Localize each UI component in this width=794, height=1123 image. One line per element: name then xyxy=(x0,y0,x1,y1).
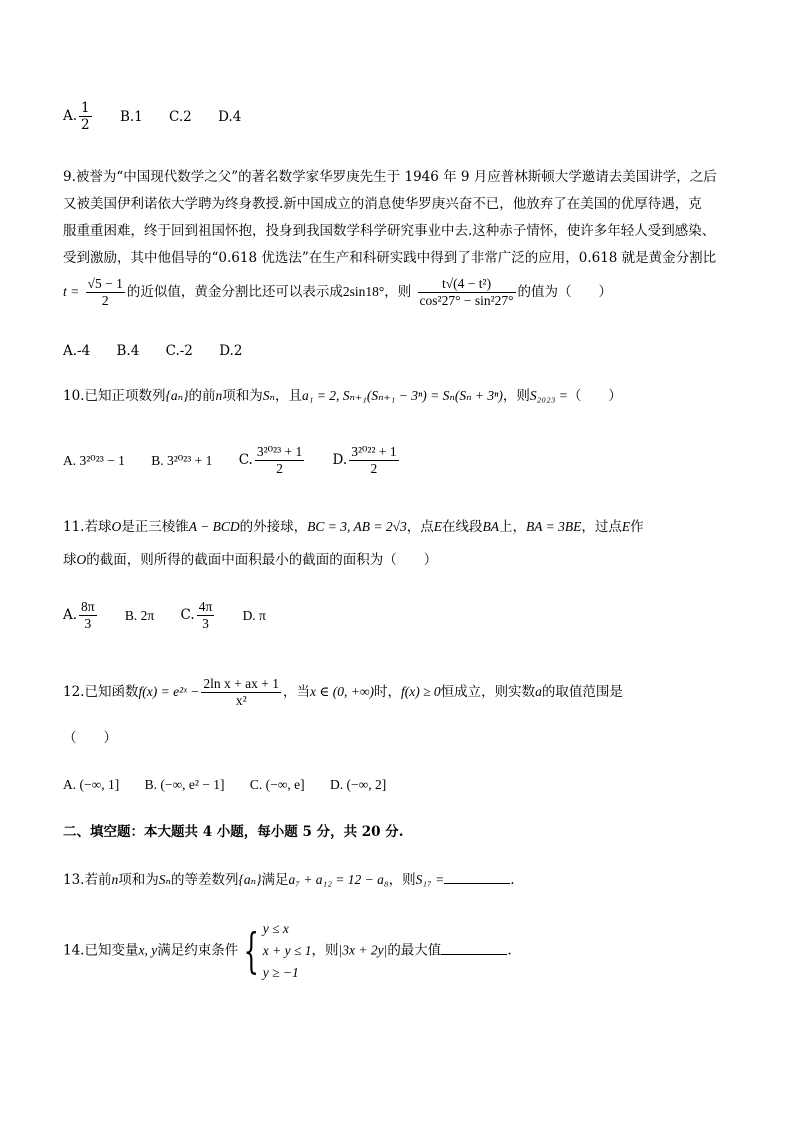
q8-option-a: A. $\frac{1}{2}$ xyxy=(63,100,90,133)
q9-formula-line: t = $\frac{√5 - 1}{2}$ 的近似值，黄金分割比还可以表示成2sin18°，则 $\frac{\text{t√(4 − t²)}}{\text{cos²27° − sin²27°}}$ 的值为（ ） xyxy=(63,276,613,308)
brace: { xyxy=(243,923,260,979)
q12-paren: （ ） xyxy=(63,730,117,746)
q10-option-d: D. $\frac{\text{3²⁰²² + 1}}{2}$ xyxy=(332,444,397,476)
q9-end-text: 的值为（ ） xyxy=(517,284,613,300)
expr-fraction: $\frac{\text{t√(4 − t²)}}{\text{cos²27° − sin²27°}}$ xyxy=(419,276,514,308)
q10-option-c: C. $\frac{\text{3²⁰²³ + 1}}{2}$ xyxy=(238,444,303,476)
t-equals: t = xyxy=(63,284,80,299)
q10-target: S₂₀₂₃ = xyxy=(529,388,568,403)
q9-option-b: B.4 xyxy=(116,342,140,359)
q10-options xyxy=(63,444,423,477)
section-heading: 二、填空题：本大题共 4 小题，每小题 5 分，共 20 分. xyxy=(63,824,404,840)
q13-condition: a₇ + a₁₂ = 12 − a₈ xyxy=(288,872,389,887)
constraint-system: y ≤ x x + y ≤ 1 y ≥ −1 xyxy=(262,921,312,980)
q9-line-1: 9.被誉为“中国现代数学之父”的著名数学家华罗庚先生于 1946 年 9 月应普林斯顿大学邀请去美国讲学，之后 xyxy=(63,169,717,185)
fraction: $\frac{\text{3²⁰²³ + 1}}{2}$ xyxy=(256,444,303,476)
q12-option-a: A. (−∞, 1] xyxy=(63,776,120,792)
sequence: {aₙ} xyxy=(165,388,189,403)
q13-question: 13.若前n项和为Sₙ的等差数列{aₙ}满足a₇ + a₁₂ = 12 − a₈，则S₁₇ = . xyxy=(63,869,515,890)
q11-question-line-2: 球O的截面，则所得的截面中面积最小的截面的面积为（ ） xyxy=(63,552,438,568)
q11-option-c: C. $\frac{4\pi}{3}$ xyxy=(180,599,213,631)
fraction: $\frac{\text{3²⁰²² + 1}}{2}$ xyxy=(351,444,397,476)
q12-question: 12.已知函数f(x) = e²ˣ − $\frac{\text{2ln x + ax + 1}}{\text{x²}}$ ，当x ∈ (0, +∞)时，f(x) ≥ 0恒成立，则实数a的取值范围是 xyxy=(63,676,623,708)
q11-options xyxy=(63,599,288,632)
q11-question-line-1: 11.若球O是正三棱锥A − BCD的外接球，BC = 3, AB = 2√3，点E在线段BA上，BA = 3BE，过点E作 xyxy=(63,519,644,535)
fraction: $\frac{1}{2}$ xyxy=(81,100,90,133)
q8-option-c: C.2 xyxy=(169,108,192,125)
q9-options xyxy=(63,340,264,361)
q10-option-a: A. 3²⁰²³ − 1 xyxy=(63,452,125,468)
q11-option-b: B. 2π xyxy=(124,607,155,623)
t-fraction: $\frac{√5 - 1}{2}$ xyxy=(87,276,123,308)
q12-options xyxy=(63,774,408,795)
q8-option-b: B.1 xyxy=(119,108,143,125)
q9-option-d: D.2 xyxy=(219,342,243,359)
answer-blank[interactable] xyxy=(444,869,510,884)
q14-question: 14.已知变量x, y满足约束条件 { y ≤ x x + y ≤ 1 y ≥ −1 ，则|3x + 2y|的最大值 . xyxy=(63,918,512,984)
q9-option-c: C.-2 xyxy=(165,342,193,359)
q9-option-a: A.-4 xyxy=(63,342,91,359)
q12-fraction: $\frac{\text{2ln x + ax + 1}}{\text{x²}}$ xyxy=(203,676,280,708)
q9-line-2: 又被美国伊利诺依大学聘为终身教授.新中国成立的消息使华罗庚兴奋不已，他放弃了在美国的优厚待遇，克 xyxy=(63,196,702,212)
q9-mid-text: 的近似值，黄金分割比还可以表示成 xyxy=(126,284,343,300)
q12-option-c: C. (−∞, e] xyxy=(249,776,305,792)
q9-line-4: 受到激励，其中他倡导的“0.618 优选法”在生产和科研实践中得到了非常广泛的应用，0.618 就是黄金分割比 xyxy=(63,250,717,266)
q10-option-b: B. 3²⁰²³ + 1 xyxy=(151,452,213,468)
q12-function: f(x) = e²ˣ − xyxy=(138,684,200,699)
q11-option-d: D. π xyxy=(242,607,266,623)
q11-option-a: A. $\frac{8\pi}{3}$ xyxy=(63,599,95,631)
q8-option-d: D.4 xyxy=(218,108,242,125)
q12-option-d: D. (−∞, 2] xyxy=(329,776,387,792)
q9-text xyxy=(63,164,741,272)
fraction: $\frac{8\pi}{3}$ xyxy=(81,599,95,631)
q10-question: 10.已知正项数列{aₙ}的前n项和为Sₙ，且a₁ = 2, Sₙ₊₁(Sₙ₊₁ − 3ⁿ) = Sₙ(Sₙ + 3ⁿ)，则S₂₀₂₃ =（ ） xyxy=(63,388,622,404)
q8-options xyxy=(63,100,263,133)
q9-line-3: 服重重困难，终于回到祖国怀抱，投身到我国数学科学研究事业中去.这种赤子情怀，使许多年轻人受到感染、 xyxy=(63,223,716,239)
fraction: $\frac{4\pi}{3}$ xyxy=(198,599,213,631)
q10-condition: a₁ = 2, Sₙ₊₁(Sₙ₊₁ − 3ⁿ) = Sₙ(Sₙ + 3ⁿ) xyxy=(302,388,503,403)
sin-expression: 2sin18° xyxy=(342,284,385,299)
q12-option-b: B. (−∞, e² − 1] xyxy=(144,776,225,792)
answer-blank[interactable] xyxy=(441,940,507,955)
